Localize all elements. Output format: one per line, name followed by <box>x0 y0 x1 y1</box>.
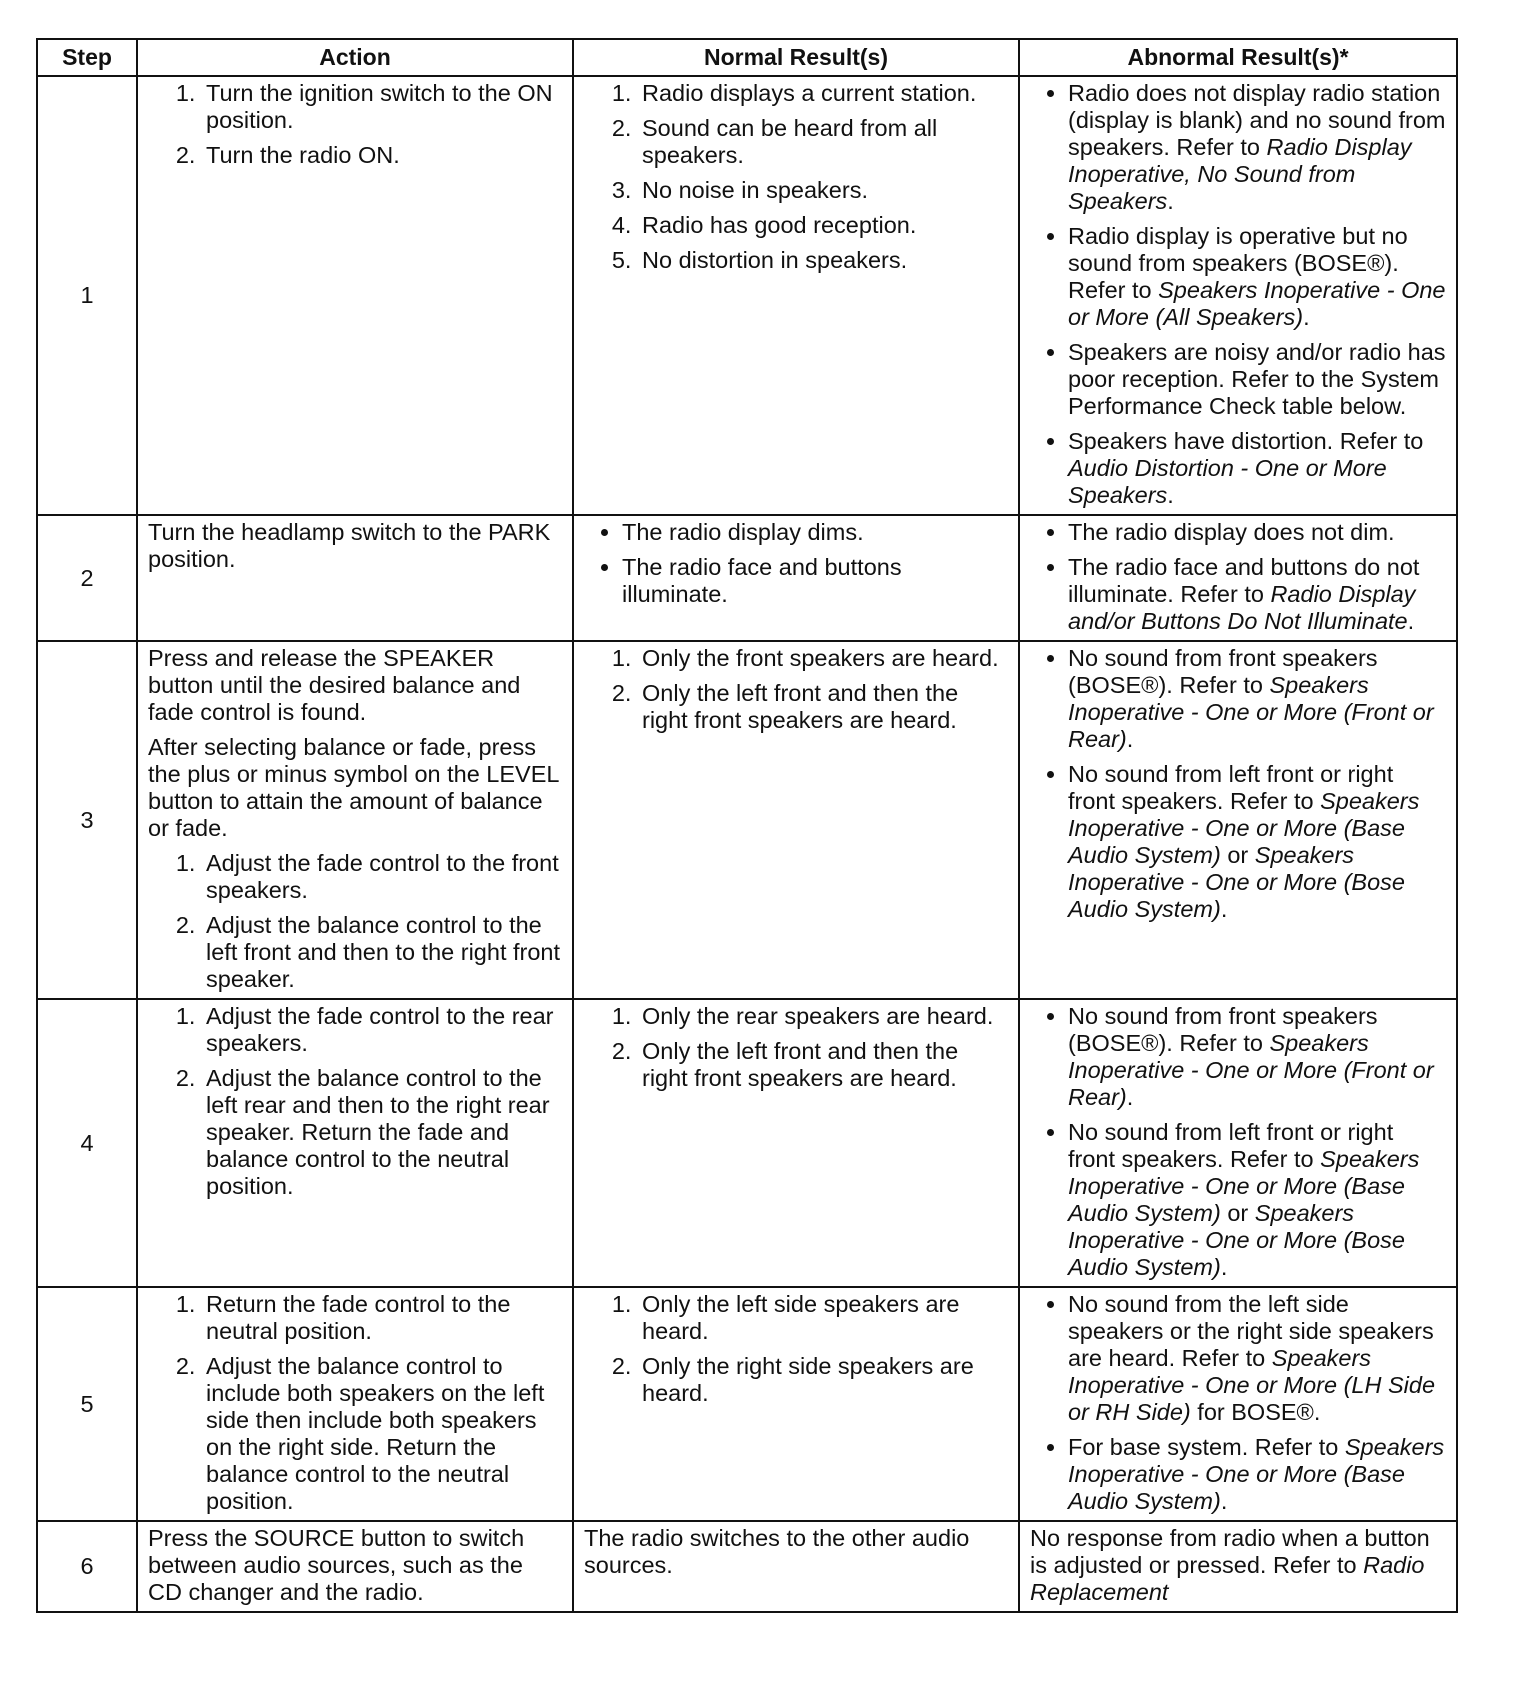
reference: Speakers Inoperative - One or More (Front or Rear) <box>1068 672 1434 752</box>
text: No sound from front speakers (BOSE®). Refer to <box>1068 1003 1378 1056</box>
document <box>36 38 1456 1613</box>
normal-cell <box>573 999 1019 1287</box>
list-item <box>1068 1291 1446 1426</box>
list-item: 2. Only the right side speakers are heard. <box>638 1353 1008 1407</box>
step-number: 1 <box>37 76 137 515</box>
list-item: 2. Turn the radio ON. <box>202 142 562 169</box>
table-row <box>37 999 1457 1287</box>
diagnostic-table <box>36 38 1458 1613</box>
header-action: Action <box>137 39 573 76</box>
action-steps <box>148 80 562 169</box>
step-number: 4 <box>37 999 137 1287</box>
table-row <box>37 76 1457 515</box>
action-steps <box>148 850 562 993</box>
normal-cell <box>573 1521 1019 1612</box>
reference: Audio Distortion - One or More Speakers <box>1068 455 1387 508</box>
header-abnormal: Abnormal Result(s)* <box>1019 39 1457 76</box>
abnormal-results <box>1030 519 1446 635</box>
abnormal-results <box>1030 1291 1446 1515</box>
text: No sound from front speakers (BOSE®). Refer to <box>1068 645 1378 698</box>
text: . <box>1220 1488 1228 1514</box>
list-item: 2. Sound can be heard from all speakers. <box>638 115 1008 169</box>
action-steps <box>148 1003 562 1200</box>
normal-results <box>584 1291 1008 1407</box>
text: Radio does not display radio station (display is blank) and no sound from speakers. Refer to <box>1068 80 1446 160</box>
list-item <box>1068 1434 1446 1515</box>
text: No sound from left front or right front speakers. Refer to <box>1068 1119 1394 1172</box>
header-step: Step <box>37 39 137 76</box>
action-paragraph: Press the SOURCE button to switch between audio sources, such as the CD changer and the radio. <box>148 1525 525 1605</box>
list-item <box>1068 428 1446 509</box>
reference: Speakers Inoperative - One or More (Base Audio System) <box>1068 1434 1445 1514</box>
step-number: 6 <box>37 1521 137 1612</box>
list-item <box>1068 554 1446 635</box>
list-item <box>1068 761 1446 923</box>
text: Speakers are noisy and/or radio has poor reception. Refer to the System Performance Check table below. <box>1068 339 1446 419</box>
text: No sound from left front or right front speakers. Refer to <box>1068 761 1394 814</box>
table-body <box>37 76 1457 1612</box>
reference: Speakers Inoperative - One or More (Base Audio System) <box>1068 1146 1420 1226</box>
abnormal-cell <box>1019 641 1457 999</box>
action-cell <box>137 1287 573 1521</box>
list-item <box>1068 519 1446 546</box>
text: . <box>1220 1254 1228 1280</box>
abnormal-cell <box>1019 999 1457 1287</box>
reference: Radio Display and/or Buttons Do Not Illuminate <box>1068 581 1416 634</box>
reference: Speakers Inoperative - One or More (LH Side or RH Side) <box>1068 1345 1436 1425</box>
text: . <box>1407 608 1415 634</box>
table-row <box>37 1287 1457 1521</box>
abnormal-cell <box>1019 76 1457 515</box>
action-cell <box>137 1521 573 1612</box>
abnormal-cell <box>1019 1521 1457 1612</box>
text: The radio face and buttons do not illuminate. Refer to <box>1068 554 1420 607</box>
list-item <box>1068 1119 1446 1281</box>
step-number: 2 <box>37 515 137 641</box>
normal-cell <box>573 515 1019 641</box>
abnormal-results <box>1030 1003 1446 1281</box>
list-item: 2. Adjust the balance control to include both speakers on the left side then include both speakers on the right side. Return the balance control to the neutral position. <box>202 1353 562 1515</box>
list-item: 2. Only the left front and then the right front speakers are heard. <box>638 680 1008 734</box>
text: or <box>1220 842 1255 868</box>
text: The radio display does not dim. <box>1068 519 1395 545</box>
list-item: 4. Radio has good reception. <box>638 212 1008 239</box>
text: . <box>1126 1084 1134 1110</box>
normal-results <box>584 1003 1008 1092</box>
list-item: 1. Turn the ignition switch to the ON position. <box>202 80 562 134</box>
list-item: • The radio face and buttons illuminate. <box>622 554 1008 608</box>
list-item: 2. Adjust the balance control to the left front and then to the right front speaker. <box>202 912 562 993</box>
list-item: 1. Radio displays a current station. <box>638 80 1008 107</box>
table-row <box>37 515 1457 641</box>
reference: Radio Display Inoperative, No Sound from Speakers <box>1068 134 1412 214</box>
list-item <box>1068 339 1446 420</box>
text: or <box>1220 1200 1255 1226</box>
reference: Radio Replacement <box>1030 1552 1425 1605</box>
list-item: 1. Return the fade control to the neutral position. <box>202 1291 562 1345</box>
reference: Speakers Inoperative - One or More (All Speakers) <box>1068 277 1446 330</box>
header-normal: Normal Result(s) <box>573 39 1019 76</box>
action-cell <box>137 641 573 999</box>
reference: Speakers Inoperative - One or More (Bose Audio System) <box>1068 842 1405 922</box>
header-row <box>37 39 1457 76</box>
list-item <box>1068 645 1446 753</box>
text: for BOSE®. <box>1190 1399 1321 1425</box>
list-item <box>1068 1003 1446 1111</box>
text: Speakers have distortion. Refer to <box>1068 428 1424 454</box>
list-item <box>1068 80 1446 215</box>
action-cell <box>137 999 573 1287</box>
action-paragraph: Press and release the SPEAKER button until the desired balance and fade control is found. <box>148 645 521 725</box>
reference: Speakers Inoperative - One or More (Base Audio System) <box>1068 788 1420 868</box>
list-item: 5. No distortion in speakers. <box>638 247 1008 274</box>
normal-cell <box>573 1287 1019 1521</box>
list-item: 1. Only the rear speakers are heard. <box>638 1003 1008 1030</box>
abnormal-cell <box>1019 1287 1457 1521</box>
normal-results <box>584 519 1008 608</box>
abnormal-cell <box>1019 515 1457 641</box>
text: Radio display is operative but no sound from speakers (BOSE®). Refer to <box>1068 223 1408 303</box>
normal-cell <box>573 76 1019 515</box>
reference: Speakers Inoperative - One or More (Front or Rear) <box>1068 1030 1434 1110</box>
list-item: 1. Adjust the fade control to the rear speakers. <box>202 1003 562 1057</box>
action-paragraph: After selecting balance or fade, press the plus or minus symbol on the LEVEL button to attain the amount of balance or fade. <box>148 734 559 841</box>
normal-results <box>584 645 1008 734</box>
action-cell <box>137 515 573 641</box>
action-cell <box>137 76 573 515</box>
text: . <box>1303 304 1310 330</box>
text: . <box>1167 188 1174 214</box>
abnormal-paragraph <box>1030 1525 1446 1606</box>
action-paragraph: Turn the headlamp switch to the PARK position. <box>148 519 551 572</box>
step-number: 3 <box>37 641 137 999</box>
list-item: • The radio display dims. <box>622 519 1008 546</box>
list-item: 1. Only the left side speakers are heard. <box>638 1291 1008 1345</box>
normal-cell <box>573 641 1019 999</box>
text: No response from radio when a button is adjusted or pressed. Refer to <box>1030 1525 1430 1578</box>
text: . <box>1126 726 1134 752</box>
normal-paragraph: The radio switches to the other audio sources. <box>584 1525 970 1578</box>
abnormal-results <box>1030 80 1446 509</box>
list-item <box>1068 223 1446 331</box>
list-item: 2. Adjust the balance control to the left rear and then to the right rear speaker. Return the fade and balance control to the neutral position. <box>202 1065 562 1200</box>
text: . <box>1167 482 1174 508</box>
action-steps <box>148 1291 562 1515</box>
list-item: 1. Adjust the fade control to the front speakers. <box>202 850 562 904</box>
text: . <box>1220 896 1228 922</box>
reference: Speakers Inoperative - One or More (Bose Audio System) <box>1068 1200 1405 1280</box>
list-item: 1. Only the front speakers are heard. <box>638 645 1008 672</box>
text: For base system. Refer to <box>1068 1434 1345 1460</box>
text: No sound from the left side speakers or the right side speakers are heard. Refer to <box>1068 1291 1434 1371</box>
table-row <box>37 641 1457 999</box>
list-item: 3. No noise in speakers. <box>638 177 1008 204</box>
step-number: 5 <box>37 1287 137 1521</box>
list-item: 2. Only the left front and then the right front speakers are heard. <box>638 1038 1008 1092</box>
normal-results <box>584 80 1008 274</box>
table-row <box>37 1521 1457 1612</box>
abnormal-results <box>1030 645 1446 923</box>
